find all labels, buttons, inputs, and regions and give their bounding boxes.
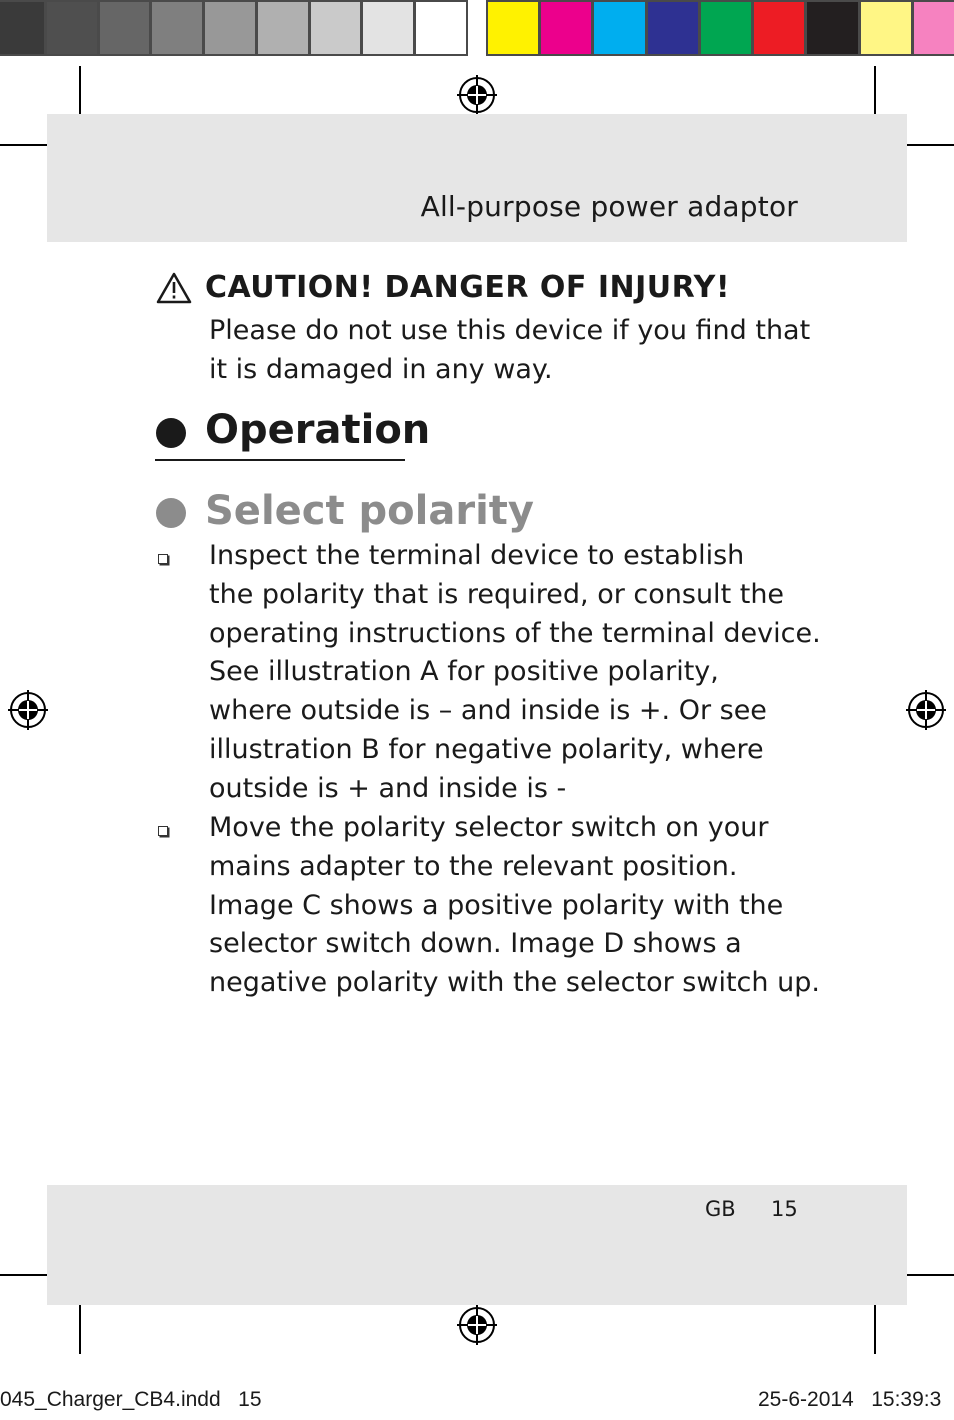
- color-swatch: [0, 2, 47, 54]
- step-1-line: where outside is – and inside is +. Or see: [209, 695, 767, 726]
- step-2-line: Image C shows a positive polarity with the: [209, 890, 784, 921]
- warning-triangle-icon: [156, 272, 192, 304]
- color-swatch: [648, 2, 701, 54]
- operation-heading: Operation: [205, 407, 431, 453]
- step-checkbox-icon: [158, 826, 168, 836]
- color-swatch: [541, 2, 594, 54]
- step-2-line: selector switch down. Image D shows a: [209, 928, 742, 959]
- color-swatch: [754, 2, 807, 54]
- footer-page-number: 15: [771, 1197, 798, 1221]
- color-swatch: [152, 2, 205, 54]
- step-2-line: Move the polarity selector switch on your: [209, 812, 769, 843]
- color-swatch: [807, 2, 860, 54]
- select-polarity-heading: Select polarity: [205, 488, 534, 534]
- section-bullet-icon: [156, 418, 186, 448]
- step-1-line: the polarity that is required, or consult the: [209, 579, 785, 610]
- color-swatch: [100, 2, 153, 54]
- footer-language-code: GB: [705, 1197, 736, 1221]
- registration-mark-icon: [457, 75, 497, 115]
- step-checkbox-icon: [158, 554, 168, 564]
- color-swatch: [47, 2, 100, 54]
- crop-mark: [874, 1298, 876, 1354]
- color-calibration-bar: [486, 0, 954, 56]
- color-swatch: [416, 2, 466, 54]
- section-bullet-icon: [156, 498, 186, 528]
- color-swatch: [258, 2, 311, 54]
- color-swatch: [701, 2, 754, 54]
- caution-heading: CAUTION! DANGER OF INJURY!: [205, 270, 731, 305]
- registration-mark-icon: [8, 690, 48, 730]
- registration-mark-icon: [906, 690, 946, 730]
- step-2-line: mains adapter to the relevant position.: [209, 851, 738, 882]
- step-1-line: operating instructions of the terminal device.: [209, 618, 821, 649]
- registration-mark-icon: [457, 1305, 497, 1345]
- color-swatch: [205, 2, 258, 54]
- grayscale-calibration-bar: [0, 0, 468, 56]
- step-1-line: Inspect the terminal device to establish: [209, 540, 745, 571]
- step-1-line: outside is + and inside is -: [209, 773, 567, 804]
- color-swatch: [594, 2, 647, 54]
- step-1-line: illustration B for negative polarity, where: [209, 734, 764, 765]
- heading-underline: [155, 459, 405, 461]
- slug-date-time: 25-6-2014 15:39:3: [758, 1388, 942, 1411]
- color-swatch: [861, 2, 914, 54]
- slug-file-info: 045_Charger_CB4.indd 15: [0, 1388, 262, 1411]
- color-swatch: [488, 2, 541, 54]
- color-swatch: [311, 2, 364, 54]
- crop-mark: [79, 1298, 81, 1354]
- header-title: All-purpose power adaptor: [420, 190, 798, 223]
- caution-text-line: Please do not use this device if you find that: [209, 315, 811, 346]
- caution-text-line: it is damaged in any way.: [209, 354, 553, 385]
- step-2-line: negative polarity with the selector switch up.: [209, 967, 820, 998]
- color-swatch: [363, 2, 416, 54]
- step-1-line: See illustration A for positive polarity,: [209, 656, 719, 687]
- color-swatch: [914, 2, 954, 54]
